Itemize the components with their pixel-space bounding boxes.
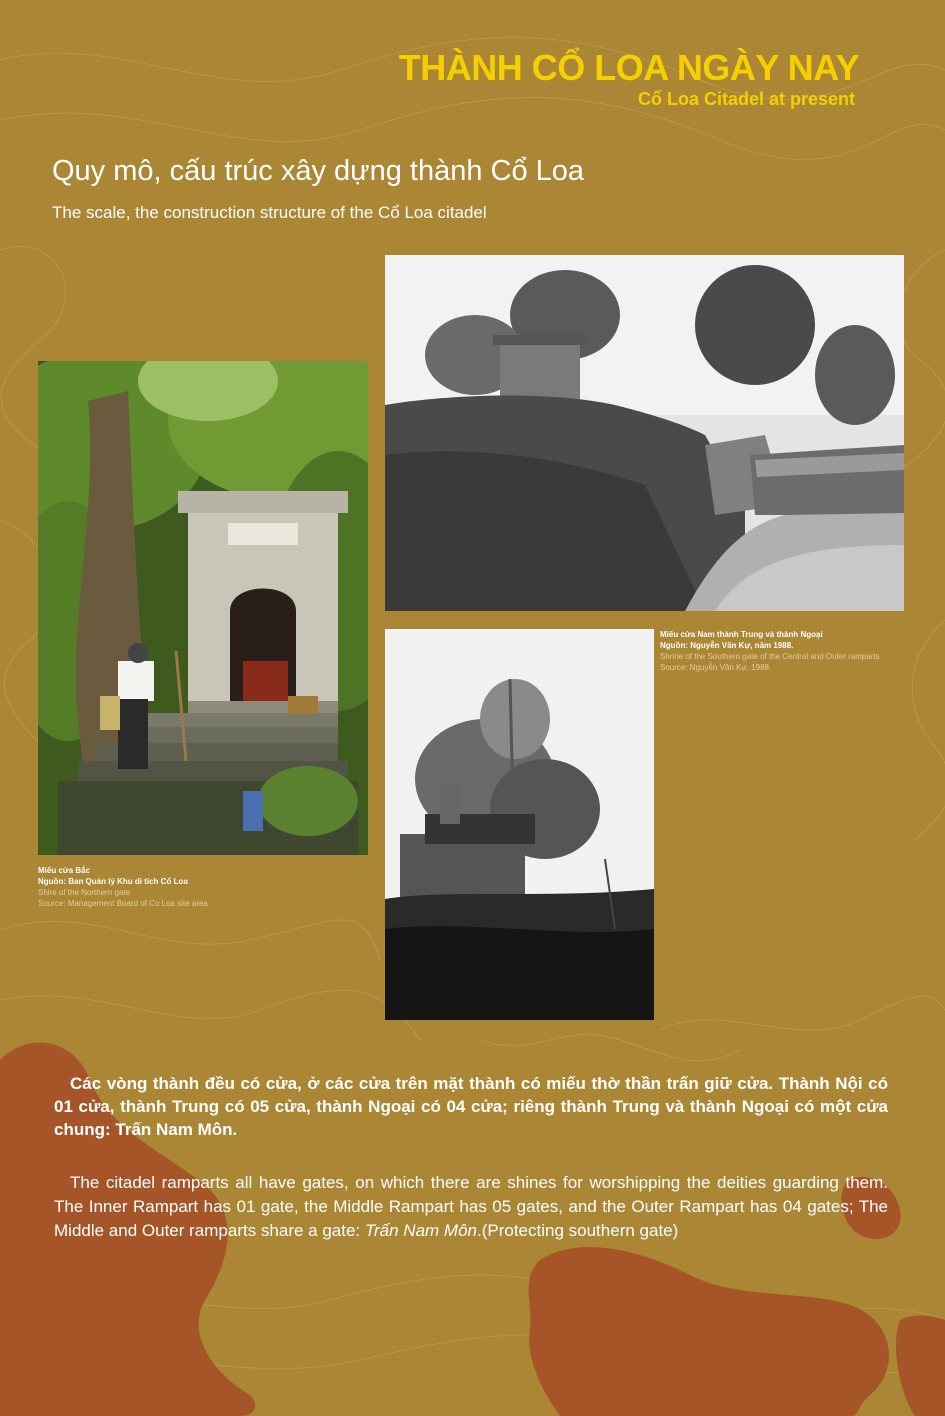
poster-title: THÀNH CỔ LOA NGÀY NAY [398,47,859,88]
body-paragraph-en-italic: Trấn Nam Môn [364,1221,477,1240]
caption-southern-gate-vn-source: Nguồn: Nguyễn Văn Kự, năm 1988. [660,641,794,650]
body-paragraph-vn: Các vòng thành đều có cửa, ở các cửa trên mặt thành có miếu thờ thần trấn giữ cửa. Thành Nội có 01 cửa, thành Trung có 05 cửa, thành Ngoại có 04 cửa; riêng thành Trung và thành Ngoại có một cửa chung: Trấn Nam Môn. [54,1074,888,1139]
caption-southern-gate-en-source: Source: Nguyễn Văn Kự, 1988. [660,663,772,672]
poster-subtitle: Cổ Loa Citadel at present [637,89,855,109]
caption-southern-gate-en-title: Shrine of the Southern gate of the Central and Outer ramparts [660,652,880,661]
caption-northern-gate-en-source: Source: Management Board of Co Loa site area [38,899,208,908]
section-title-en: The scale, the construction structure of the Cổ Loa citadel [52,203,487,222]
body-paragraph-en [54,1171,888,1243]
caption-northern-gate-vn-source: Nguồn: Ban Quản lý Khu di tích Cổ Loa [38,877,188,886]
body-paragraph-en-start: The citadel ramparts all have gates, on which there are shines for worshipping the deities guarding them. The Inner Rampart has 01 gate, the Middle Rampart has 05 gates, and the Outer Rampart has 04 gates; The Middle and Outer ramparts share a gate: [54,1173,888,1240]
caption-northern-gate [38,865,208,909]
caption-northern-gate-en-title: Shire of the Northern gate [38,888,131,897]
photo-northern-gate-shrine [38,361,368,855]
caption-southern-gate-vn-title: Miếu cửa Nam thành Trung và thành Ngoại [660,630,823,639]
section-title-vn: Quy mô, cấu trúc xây dựng thành Cổ Loa [52,155,585,187]
photo-southern-gate-shrine-close [385,629,654,1020]
caption-southern-gate [660,629,880,673]
photo-southern-gate-shrine-wide [385,255,904,611]
caption-northern-gate-vn-title: Miếu cửa Bắc [38,866,91,875]
body-paragraph-en-end: .(Protecting southern gate) [477,1221,679,1240]
